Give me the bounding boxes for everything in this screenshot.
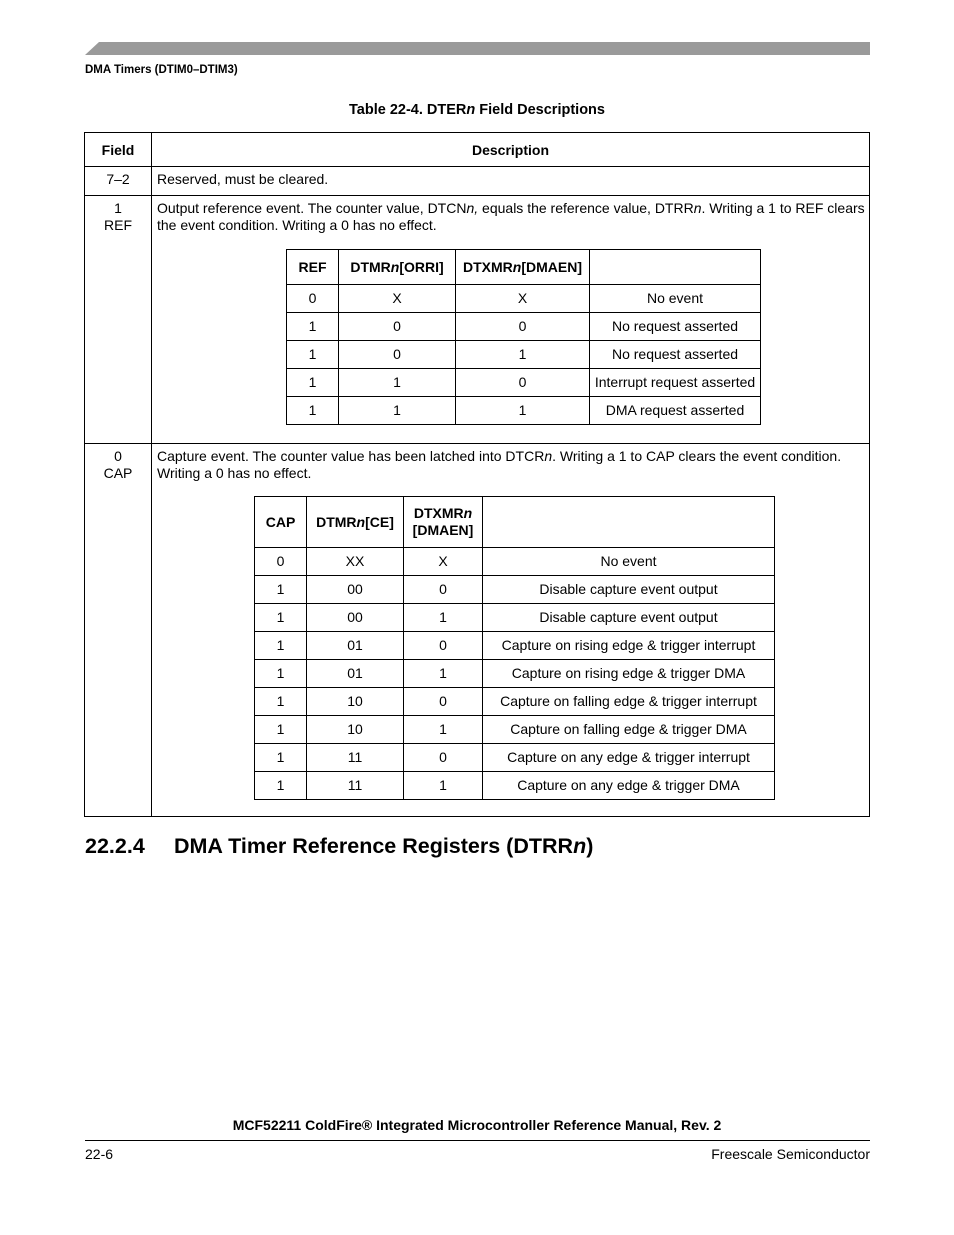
description-italic: n, bbox=[466, 200, 479, 216]
table-cell: 0 bbox=[287, 285, 339, 313]
table-cell: 11 bbox=[307, 744, 404, 772]
column-header-field: Field bbox=[85, 133, 152, 167]
table-cell: 1 bbox=[255, 716, 307, 744]
description-span: Capture event. The counter value has been latched into DTCR bbox=[157, 448, 545, 464]
table-cell: Disable capture event output bbox=[483, 604, 775, 632]
table-cell: 1 bbox=[255, 660, 307, 688]
table-cell: 1 bbox=[287, 341, 339, 369]
table-cell: X bbox=[339, 285, 456, 313]
caption-prefix: Table 22-4. DTER bbox=[349, 102, 467, 118]
description-text bbox=[157, 171, 865, 188]
table-cell: 1 bbox=[255, 632, 307, 660]
table-cell: No request asserted bbox=[590, 341, 761, 369]
header-part: DTXMR bbox=[413, 505, 464, 521]
page-number: 22-6 bbox=[85, 1146, 114, 1162]
description-span: Reserved, must be cleared. bbox=[157, 171, 329, 187]
table-cell: 01 bbox=[307, 632, 404, 660]
table-cell: Interrupt request asserted bbox=[590, 369, 761, 397]
table-cell: 1 bbox=[404, 660, 483, 688]
ref-col-ref: REF bbox=[287, 250, 339, 285]
cap-col-cap: CAP bbox=[255, 497, 307, 548]
ref-col-result bbox=[590, 250, 761, 285]
field-bits: 1 bbox=[114, 200, 122, 216]
description-text bbox=[157, 448, 865, 482]
table-row bbox=[255, 576, 775, 604]
table-row bbox=[287, 341, 761, 369]
table-cell: X bbox=[404, 548, 483, 576]
section-number: 22.2.4 bbox=[85, 834, 145, 858]
header-italic: n bbox=[512, 258, 522, 275]
table-cell: 1 bbox=[339, 397, 456, 425]
table-cell: 01 bbox=[307, 660, 404, 688]
table-cell: 1 bbox=[456, 397, 590, 425]
table-caption bbox=[0, 102, 954, 118]
table-header-row bbox=[85, 133, 870, 167]
cap-col-dtmr-ce bbox=[307, 497, 404, 548]
table-cell: 10 bbox=[307, 688, 404, 716]
description-span: equals the reference value, DTRR bbox=[478, 200, 694, 216]
field-cell bbox=[85, 167, 152, 196]
table-row bbox=[287, 285, 761, 313]
table-cell: 0 bbox=[339, 313, 456, 341]
cap-truth-table bbox=[254, 496, 775, 800]
table-cell: 0 bbox=[339, 341, 456, 369]
table-cell: DMA request asserted bbox=[590, 397, 761, 425]
table-cell: 0 bbox=[404, 632, 483, 660]
caption-suffix: Field Descriptions bbox=[475, 102, 605, 118]
section-heading bbox=[85, 834, 593, 859]
table-cell: 1 bbox=[255, 604, 307, 632]
table-cell: No event bbox=[483, 548, 775, 576]
table-cell: 0 bbox=[456, 313, 590, 341]
table-cell: 1 bbox=[255, 688, 307, 716]
table-cell: No event bbox=[590, 285, 761, 313]
description-cell bbox=[152, 444, 870, 817]
table-cell: 1 bbox=[287, 397, 339, 425]
header-part: DTXMR bbox=[463, 258, 513, 275]
table-cell: No request asserted bbox=[590, 313, 761, 341]
header-part: [CE] bbox=[365, 513, 394, 530]
table-cell: 1 bbox=[404, 604, 483, 632]
header-italic: n bbox=[463, 505, 473, 521]
table-cell: 10 bbox=[307, 716, 404, 744]
table-cell: X bbox=[456, 285, 590, 313]
ref-table-header-row bbox=[287, 250, 761, 285]
table-cell: 0 bbox=[456, 369, 590, 397]
table-row bbox=[255, 548, 775, 576]
running-head: DMA Timers (DTIM0–DTIM3) bbox=[85, 64, 238, 76]
table-row-ref bbox=[85, 196, 870, 444]
table-cell: 0 bbox=[404, 744, 483, 772]
table-cell: 1 bbox=[456, 341, 590, 369]
table-cell: Capture on falling edge & trigger interrupt bbox=[483, 688, 775, 716]
description-span: Output reference event. The counter value, DTCN bbox=[157, 200, 467, 216]
table-row bbox=[255, 660, 775, 688]
description-cell bbox=[152, 196, 870, 444]
ref-col-dtxmr-dmaen bbox=[456, 250, 590, 285]
description-span: . Writing a 1 to CAP clears the event condition. Writing a 0 has no effect. bbox=[157, 448, 842, 481]
description-text bbox=[157, 200, 865, 234]
description-span: . Writing a 1 to REF clears the event condition. Writing a 0 has no effect. bbox=[157, 200, 865, 233]
table-cell: 1 bbox=[255, 744, 307, 772]
description-cell bbox=[152, 167, 870, 196]
table-cell: Disable capture event output bbox=[483, 576, 775, 604]
header-part: [ORRI] bbox=[399, 258, 444, 275]
table-row bbox=[255, 632, 775, 660]
column-header-description: Description bbox=[152, 133, 870, 167]
table-cell: 1 bbox=[255, 576, 307, 604]
table-cell: 00 bbox=[307, 604, 404, 632]
cap-col-dtxmr-dmaen bbox=[404, 497, 483, 548]
field-bits: 0 bbox=[114, 448, 122, 464]
caption-italic: n bbox=[466, 102, 476, 118]
table-row-cap bbox=[85, 444, 870, 817]
table-row bbox=[255, 716, 775, 744]
table-cell: Capture on rising edge & trigger DMA bbox=[483, 660, 775, 688]
field-name: CAP bbox=[103, 465, 133, 481]
field-description-table bbox=[84, 132, 870, 817]
description-italic: n bbox=[544, 448, 553, 464]
field-bits: 7–2 bbox=[106, 171, 130, 187]
section-title-prefix: DMA Timer Reference Registers (DTRR bbox=[174, 834, 574, 858]
table-row bbox=[255, 688, 775, 716]
table-row bbox=[287, 313, 761, 341]
cap-col-result bbox=[483, 497, 775, 548]
table-cell: 1 bbox=[404, 772, 483, 800]
header-part: [DMAEN] bbox=[412, 522, 474, 538]
table-row-reserved bbox=[85, 167, 870, 196]
table-cell: 0 bbox=[255, 548, 307, 576]
header-italic: n bbox=[390, 258, 400, 275]
header-part: DTMR bbox=[350, 258, 391, 275]
footer-company: Freescale Semiconductor bbox=[711, 1146, 870, 1162]
field-name: REF bbox=[104, 217, 132, 233]
table-cell: Capture on any edge & trigger DMA bbox=[483, 772, 775, 800]
table-row bbox=[255, 772, 775, 800]
table-row bbox=[287, 369, 761, 397]
description-italic: n bbox=[693, 200, 702, 216]
section-title-suffix: ) bbox=[586, 834, 594, 858]
table-cell: 0 bbox=[404, 576, 483, 604]
ref-col-dtmr-orri bbox=[339, 250, 456, 285]
table-cell: 1 bbox=[339, 369, 456, 397]
table-cell: 0 bbox=[404, 688, 483, 716]
table-cell: 1 bbox=[404, 716, 483, 744]
header-decorative-bar bbox=[85, 42, 870, 55]
footer-divider bbox=[85, 1140, 870, 1141]
table-cell: Capture on any edge & trigger interrupt bbox=[483, 744, 775, 772]
field-cell bbox=[85, 444, 152, 817]
table-row bbox=[255, 604, 775, 632]
footer-manual-title: MCF52211 ColdFire® Integrated Microcontroller Reference Manual, Rev. 2 bbox=[232, 1117, 722, 1133]
cap-table-header-row bbox=[255, 497, 775, 548]
table-cell: XX bbox=[307, 548, 404, 576]
table-cell: 1 bbox=[287, 369, 339, 397]
table-cell: Capture on rising edge & trigger interrupt bbox=[483, 632, 775, 660]
ref-truth-table bbox=[286, 249, 761, 425]
table-cell: 1 bbox=[255, 772, 307, 800]
table-row bbox=[287, 397, 761, 425]
table-cell: 1 bbox=[287, 313, 339, 341]
field-cell bbox=[85, 196, 152, 444]
table-row bbox=[255, 744, 775, 772]
header-part: DTMR bbox=[316, 513, 357, 530]
section-title-italic: n bbox=[573, 834, 587, 858]
header-italic: n bbox=[356, 513, 366, 530]
table-cell: 11 bbox=[307, 772, 404, 800]
header-part: [DMAEN] bbox=[521, 258, 582, 275]
table-cell: 00 bbox=[307, 576, 404, 604]
table-cell: Capture on falling edge & trigger DMA bbox=[483, 716, 775, 744]
